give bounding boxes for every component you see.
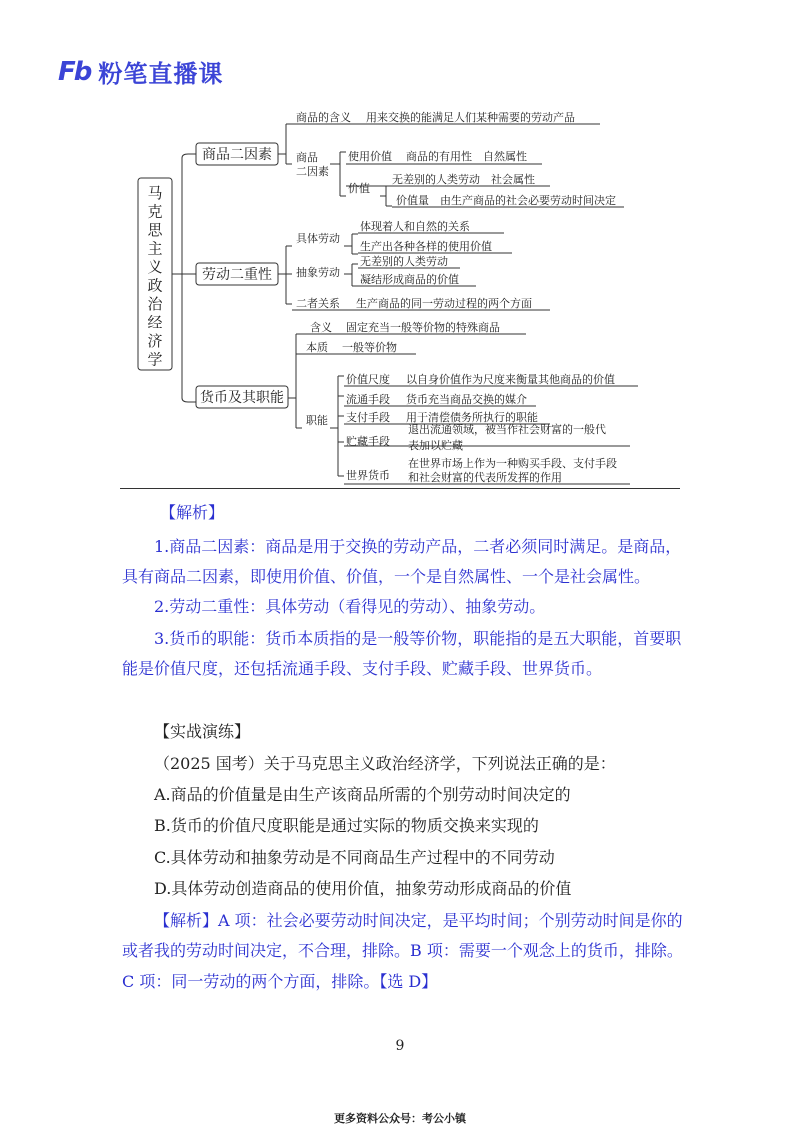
mind-map <box>130 108 690 488</box>
b3-f5-t1: 在世界市场上作为一种购买手段、支付手段 <box>408 457 617 470</box>
analysis1-line3: 2.劳动二重性：具体劳动（看得见的劳动）、抽象劳动。 <box>154 597 546 616</box>
b2-concrete-t1: 体现着人和自然的关系 <box>360 220 470 233</box>
root-label-char: 政 <box>147 276 163 295</box>
b1-use-value-text: 商品的有用性 自然属性 <box>406 150 527 163</box>
practice-question: （2025 国考）关于马克思主义政治经济学，下列说法正确的是： <box>154 754 616 773</box>
root-label-chars <box>147 184 163 369</box>
brand-name: 粉笔直播课 <box>98 60 224 88</box>
option-b: B.货币的价值尺度职能是通过实际的物质交换来实现的 <box>154 816 539 835</box>
b3-f2-text: 货币充当商品交换的媒介 <box>406 393 527 406</box>
analysis1-line1: 1.商品二因素：商品是用于交换的劳动产品，二者必须同时满足。是商品， <box>154 537 682 556</box>
practice-analysis-line1: 【解析】A 项：社会必要劳动时间决定，是平均时间；个别劳动时间是你的 <box>154 911 683 930</box>
b3-f5-t2: 和社会财富的代表所发挥的作用 <box>408 471 562 484</box>
option-c: C.具体劳动和抽象劳动是不同商品生产过程中的不同劳动 <box>154 848 555 867</box>
option-a: A.商品的价值量是由生产该商品所需的个别劳动时间决定的 <box>154 785 571 804</box>
b1-value-label: 价值 <box>348 182 370 195</box>
root-label-char: 思 <box>147 221 163 239</box>
root-label-char: 马 <box>147 184 163 202</box>
analysis1-heading: 【解析】 <box>160 503 225 522</box>
page-number: 9 <box>395 1038 405 1054</box>
root-label-char: 主 <box>147 239 163 258</box>
b3-f4-label: 贮藏手段 <box>346 435 390 448</box>
section-divider <box>120 488 680 489</box>
b2-abstract-t1: 无差别的人类劳动 <box>360 255 448 268</box>
b1-value-amount-label: 价值量 <box>396 194 429 207</box>
branch2-label: 劳动二重性 <box>202 267 272 283</box>
b3-f1-label: 价值尺度 <box>346 373 390 386</box>
root-label-char: 学 <box>147 350 163 369</box>
root-label-char: 克 <box>147 202 163 221</box>
branch1-label: 商品二因素 <box>202 147 272 163</box>
b3-f4-t1: 退出流通领域，被当作社会财富的一般代 <box>408 423 606 436</box>
b1-value-amount-text: 由生产商品的社会必要劳动时间决定 <box>440 194 616 207</box>
b1-value-text: 无差别的人类劳动 社会属性 <box>392 173 535 186</box>
b1-two-factors-l1: 商品 <box>296 151 318 164</box>
root-label-char: 经 <box>147 313 163 332</box>
b3-f3-text: 用于清偿债务所执行的职能 <box>406 411 538 424</box>
b2-abstract-t2: 凝结形成商品的价值 <box>360 273 459 286</box>
b1-meaning-text: 用来交换的能满足人们某种需要的劳动产品 <box>366 111 575 124</box>
option-d: D.具体劳动创造商品的使用价值，抽象劳动形成商品的价值 <box>154 879 572 898</box>
practice-analysis-line2: 或者我的劳动时间决定，不合理，排除。B 项：需要一个观念上的货币，排除。 <box>122 941 683 960</box>
practice-analysis-line3: C 项：同一劳动的两个方面，排除。【选 D】 <box>122 972 438 991</box>
analysis1-line2: 具有商品二因素，即使用价值、价值，一个是自然属性、一个是社会属性。 <box>122 567 651 586</box>
b3-function-label: 职能 <box>306 414 328 427</box>
analysis1-line5: 能是价值尺度，还包括流通手段、支付手段、贮藏手段、世界货币。 <box>122 659 603 678</box>
b2-abstract-label: 抽象劳动 <box>296 266 340 279</box>
b3-f3-label: 支付手段 <box>346 411 390 424</box>
b1-two-factors-l2: 二因素 <box>296 165 329 178</box>
root-label-char: 义 <box>147 258 163 276</box>
b3-f4-t2: 表加以贮藏 <box>408 439 463 452</box>
analysis1-line4: 3.货币的职能：货币本质指的是一般等价物，职能指的是五大职能，首要职 <box>154 629 682 648</box>
b3-f5-label: 世界货币 <box>346 469 390 482</box>
b1-use-value-label: 使用价值 <box>348 150 392 163</box>
b3-f1-text: 以自身价值作为尺度来衡量其他商品的价值 <box>406 373 615 386</box>
root-label-char: 治 <box>147 295 163 313</box>
b1-meaning-label: 商品的含义 <box>296 111 351 124</box>
root-label-char: 济 <box>147 332 163 350</box>
practice-heading: 【实战演练】 <box>154 722 251 741</box>
b3-essence-text: 一般等价物 <box>342 341 397 354</box>
b3-meaning-label: 含义 <box>310 321 332 334</box>
b3-essence-label: 本质 <box>306 341 328 354</box>
b2-concrete-t2: 生产出各种各样的使用价值 <box>360 240 492 253</box>
footer-note: 更多资料公众号：考公小镇 <box>334 1112 466 1125</box>
b2-relation-text: 生产商品的同一劳动过程的两个方面 <box>356 297 532 310</box>
b2-concrete-label: 具体劳动 <box>296 232 340 245</box>
b3-f2-label: 流通手段 <box>346 393 390 406</box>
fenbi-logo <box>58 54 223 89</box>
b2-relation-label: 二者关系 <box>296 297 340 310</box>
logo-mark: Fb <box>58 56 91 87</box>
branch3-label: 货币及其职能 <box>200 390 284 406</box>
b3-meaning-text: 固定充当一般等价物的特殊商品 <box>346 321 500 334</box>
